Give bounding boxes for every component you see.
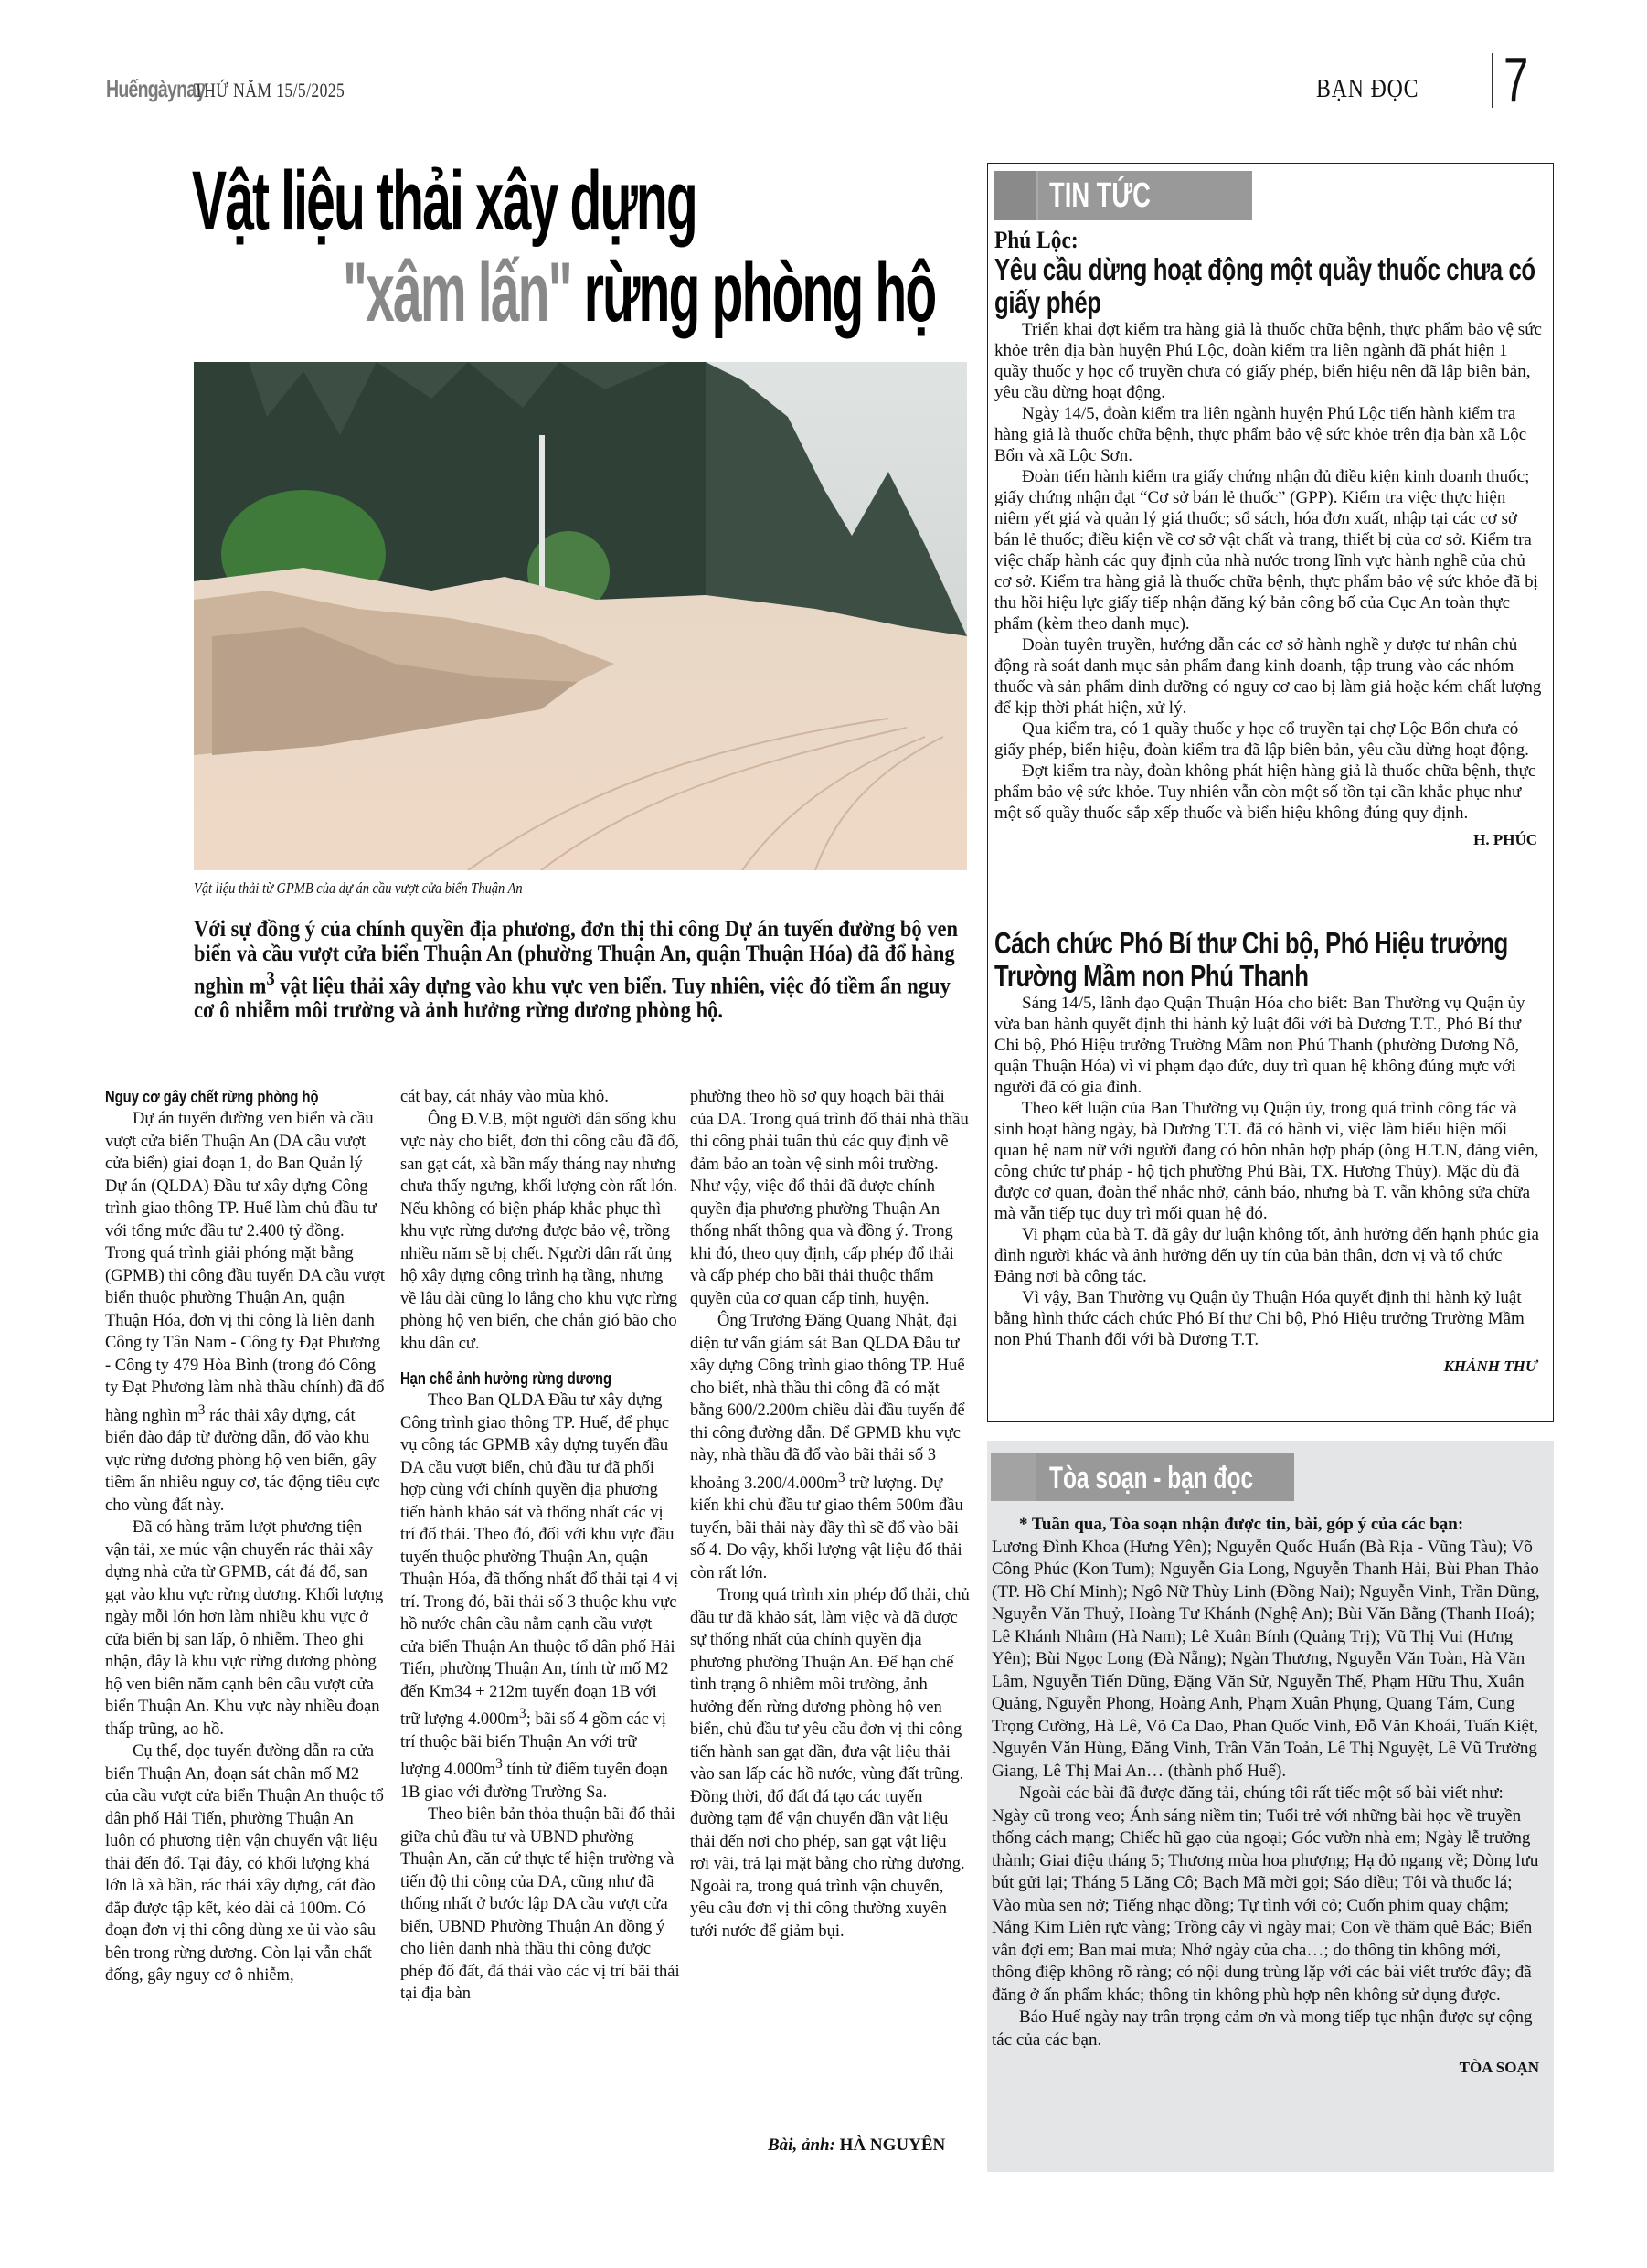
paragraph: Triển khai đợt kiểm tra hàng giả là thuốc chữa bệnh, thực phẩm bảo vệ sức khỏe trên địa bàn huyện Phú Lộc, đoàn kiểm tra liên ngành đã phát hiện 1 quầy thuốc y học cổ truyền chưa có giấy phép, biển hiệu nên đã lập biên bản, yêu cầu dừng hoạt động. — [994, 320, 1542, 402]
section-tab-label: TIN TỨC — [1049, 176, 1151, 215]
headline-quoted-term: "xâm lấn" — [343, 246, 571, 339]
editorial-text — [992, 1514, 1545, 2080]
brief-kicker: Phú Lộc: — [994, 227, 1079, 253]
brief-headline: Cách chức Phó Bí thư Chi bộ, Phó Hiệu trưởng Trường Mầm non Phú Thanh — [994, 926, 1508, 993]
paragraph: Sáng 14/5, lãnh đạo Quận Thuận Hóa cho biết: Ban Thường vụ Quận ủy vừa ban hành quyết định thi hành kỷ luật đối với bà Dương T.T., Phó Bí thư Chi bộ, Phó Hiệu trưởng Trường Mầm non Phú Thanh (phường Dương Nỗ, quận Thuận Hóa) vì vi phạm đạo đức, duy trì quan hệ không đúng mực với người đã có gia đình. — [994, 994, 1525, 1097]
newspaper-logo: Huếngàynay — [106, 75, 206, 102]
lead-text-cont: vật liệu thải xây dựng vào khu vực ven biển. Tuy nhiên, việc đó tiềm ẩn nguy cơ ô nhiễm môi trường và ảnh hưởng rừng dương phòng hộ. — [194, 974, 951, 1024]
editorial-readers-box — [987, 1441, 1554, 2172]
article-column-3 — [690, 1086, 970, 1943]
paragraph: Cụ thể, dọc tuyến đường dẫn ra cửa biển Thuận An, đoạn sát chân mố M2 của cầu vượt cửa biển Thuận An thuộc tổ dân phố Hải Tiến, phường Thuận An luôn có phương tiện vận chuyển vật liệu thải đến đổ. Tại đây, có khối lượng khá lớn là xà bần, rác thải xây dựng, cát đào đắp được tập kết, kéo dài cả 100m. Có đoạn đơn vị thi công dùng xe ủi vào sâu bên trong rừng dương. Còn lại vẫn chất đống, gây nguy cơ ô nhiễm, — [105, 1742, 384, 1986]
paragraph: Đã có hàng trăm lượt phương tiện vận tải, xe múc vận chuyển rác thải xây dựng nhà cửa từ GPMB, cát đá đổ, san gạt vào khu vực rừng dương. Khối lượng ngày mỗi lớn hơn làm nhiều khu vực ở cửa biển bị san lấp, ô nhiễm. Theo ghi nhận, đây là khu vực rừng dương phòng hộ ven biển nằm cạnh bên cầu vượt cửa biển Thuận An. Khu vực này nhiều đoạn thấp trũng, ao hồ. — [105, 1518, 384, 1739]
paragraph: Đợt kiểm tra này, đoàn không phát hiện hàng giả là thuốc chữa bệnh, thực phẩm bảo vệ sức khỏe. Tuy nhiên vẫn còn một số tồn tại cần khắc phục như một số quầy thuốc sắp xếp thuốc và biển hiệu không đúng quy định. — [994, 761, 1536, 823]
brief-headline: Yêu cầu dừng hoạt động một quầy thuốc chưa có giấy phép — [994, 252, 1535, 319]
article-column-1 — [105, 1086, 385, 1987]
page-number: 7 — [1504, 44, 1529, 115]
paragraph: Đoàn tiến hành kiểm tra giấy chứng nhận đủ điều kiện kinh doanh thuốc; giấy chứng nhận đạt “Cơ sở bán lẻ thuốc” (GPP). Kiểm tra việc thực hiện niêm yết giá và quản lý giá thuốc; sổ sách, hóa đơn xuất, nhập tại các cơ sở bán lẻ thuốc; điều kiện về cơ sở vật chất và trang, thiết bị của cơ sở. Kiểm tra việc chấp hành các quy định của nhà nước trong lĩnh vực hành nghề của chủ cơ sở. Kiểm tra hàng giả là thuốc chữa bệnh, thực phẩm bảo vệ sức khỏe đã bị thu hồi hiệu lực giấy tiếp nhận đăng ký bản công bố của Cục An toàn thực phẩm (kèm theo danh mục). — [994, 467, 1538, 634]
article-lead — [194, 917, 975, 1023]
article-photo — [194, 362, 967, 870]
paragraph: Ngày 14/5, đoàn kiểm tra liên ngành huyện Phú Lộc tiến hành kiểm tra hàng giả là thuốc chữa bệnh, thực phẩm bảo vệ sức khỏe trên địa bàn xã Lộc Bổn và xã Lộc Sơn. — [994, 404, 1527, 465]
paragraph: Ông Trương Đăng Quang Nhật, đại diện tư vấn giám sát Ban QLDA Đầu tư xây dựng Công trình giao thông TP. Huế cho biết, nhà thầu thi công đã có mặt bằng 600/2.200m chiều dài đầu tuyến để thi công đường dẫn. Để GPMB khu vực này, nhà thầu đã đổ vào bãi thải số 3 khoảng $3.200/4.000m^3$ trữ lượng. Dự kiến khi chủ đầu tư giao thêm 500m đầu tuyến, bãi thải này đầy thì sẽ đổ vào bãi số 4. Do vậy, khối lượng vật liệu đổ thải còn rất lớn. — [690, 1312, 965, 1582]
main-headline — [192, 155, 978, 338]
paragraph: Trong quá trình xin phép đổ thải, chủ đầu tư đã khảo sát, làm việc và đã được sự thống nhất của chính quyền địa phương phường Thuận An. Để hạn chế tình trạng ô nhiễm môi trường, ảnh hưởng đến rừng dương phòng hộ ven biển, chủ đầu tư yêu cầu đơn vị thi công tiến hành san gạt dần, đưa vật liệu thải vào san lấp các hồ nước, vùng đất trũng. Đồng thời, đổ đất đá tạo các tuyến đường tạm để vận chuyển dần vật liệu thải đến nơi cho phép, san gạt vật liệu rơi vãi, trả lại mặt bằng cho rừng dương. Ngoài ra, trong quá trình vận chuyển, yêu cầu đơn vị thi công thường xuyên tưới nước để giảm bụi. — [690, 1586, 970, 1941]
paragraph-continued: phường theo hồ sơ quy hoạch bãi thải của DA. Trong quá trình đổ thải nhà thầu thi công phải tuân thủ các quy định về đảm bảo an toàn vệ sinh môi trường. Như vậy, việc đổ thải đã được chính quyền địa phương phường Thuận An thống nhất thông qua và đồng ý. Trong khi đó, theo quy định, cấp phép đổ thải và cấp phép cho bãi thải thuộc thẩm quyền của cơ quan cấp tỉnh, huyện. — [690, 1088, 969, 1308]
paragraph: Ông Đ.V.B, một người dân sống khu vực này cho biết, đơn thi công cầu đã đổ, san gạt cát, xà bần mấy tháng nay nhưng chưa thấy ngưng, khối lượng còn rất lớn. Nếu không có biện pháp khắc phục thì khu vực rừng dương được bảo vệ, trồng nhiều năm sẽ bị chết. Người dân rất ủng hộ xây dựng công trình hạ tầng, nhưng về lâu dài cũng lo lắng cho khu vực rừng phòng hộ ven biển, che chắn gió bão cho khu dân cư. — [400, 1110, 679, 1353]
subhead-2: Hạn chế ảnh hưởng rừng dương — [400, 1369, 611, 1388]
section-tab-tin-tuc — [994, 171, 1252, 220]
paragraph: Theo kết luận của Ban Thường vụ Quận ủy, trong quá trình công tác và sinh hoạt hàng ngày, bà Dương T.T. đã có hành vi, việc làm biểu hiện mối quan hệ nam nữ với người đang có hôn nhân hợp pháp (ông H.T.N, đảng viên, công chức tư pháp - hộ tịch phường Phú Bài, TX. Hương Thủy). Mặc dù đã được cơ quan, đoàn thể nhắc nhở, cảnh báo, nhưng bà T. vẫn không sửa chữa mà vẫn tiếp tục duy trì mối quan hệ đó. — [994, 1099, 1539, 1223]
brief-article-1 — [994, 228, 1543, 850]
paragraph: Đoàn tuyên truyền, hướng dẫn các cơ sở hành nghề y dược tư nhân chủ động rà soát danh mục sản phẩm đang kinh doanh, tập trung vào các nhóm thuốc và sản phẩm dinh dưỡng có nguy cơ cao bị làm giả hoặc kém chất lượng để kịp thời phát hiện, xử lý. — [994, 635, 1542, 718]
contributors-list: Lương Đình Khoa (Hưng Yên); Nguyễn Quốc Huấn (Bà Rịa - Vũng Tàu); Võ Công Phúc (Kon Tum); Nguyễn Gia Long, Nguyễn Thanh Hải, Bùi Phan Thảo (TP. Hồ Chí Minh); Ngô Nữ Thùy Linh (Đồng Nai); Nguyễn Vinh, Trần Dũng, Nguyễn Văn Thuỷ, Hoàng Tư Khánh (Nghệ An); Bùi Văn Bằng (Thanh Hoá); Lê Khánh Nhâm (Hà Nam); Lê Xuân Bính (Quảng Trị); Vũ Thị Vui (Hưng Yên); Bùi Ngọc Long (Đà Nẵng); Ngàn Thương, Nguyễn Văn Toàn, Hà Văn Lâm, Nguyễn Tiến Dũng, Đặng Văn Sử, Nguyễn Thế, Phạm Hữu Thu, Xuân Quảng, Nguyễn Phong, Hoàng Anh, Phạm Xuân Phụng, Quang Tám, Cung Trọng Cường, Hà Lê, Võ Ca Dao, Phan Quốc Vinh, Đỗ Văn Khoái, Tuấn Kiệt, Nguyễn Văn Hùng, Đăng Vinh, Trần Văn Toản, Lê Thị Nguyệt, Lê Vũ Trường Giang, Lê Thị Mai An… (thành phố Huế). — [992, 1537, 1540, 1781]
editorial-author: TÒA SOẠN — [1459, 2059, 1539, 2076]
paragraph: Vi phạm của bà T. đã gây dư luận không tốt, ảnh hưởng đến hạnh phúc gia đình người khác và ảnh hưởng đến uy tín của bản thân, đơn vị và tổ chức Đảng nơi bà công tác. — [994, 1225, 1539, 1286]
rejected-articles: Ngoài các bài đã được đăng tải, chúng tôi rất tiếc một số bài viết như: Ngày cũ trong veo; Ánh sáng niềm tin; Tuổi trẻ với những bài học về truyền thống cách mạng; Chiếc hũ gạo của ngoại; Góc vườn nhà em; Ngày lễ trưởng thành; Giai điệu tháng 5; Thương mùa hoa phượng; Hạ đỏ ngang về; Dòng lưu bút gửi lại; Tháng 5 Lăng Cô; Bạch Mã mời gọi; Sáo diều; Tôi và thuốc lá; Vào mùa sen nở; Tiếng nhạc đồng; Tự tình với cỏ; Cuốn phim quay chậm; Nắng Kim Liên rực vàng; Trồng cây vì ngày mai; Con về thăm quê Bác; Biển vẫn đợi em; Ban mai mưa; Nhớ ngày của cha…; do thông tin không mới, thông điệp không rõ ràng; có nội dung trùng lặp với các bài viết trước đây; đã đăng ở ấn phẩm khác; thông tin không phù hợp nên không sử dụng được. — [992, 1784, 1539, 2005]
news-briefs-box — [987, 163, 1554, 1422]
thanks-note: Báo Huế ngày nay trân trọng cảm ơn và mong tiếp tục nhận được sự cộng tác của các bạn. — [992, 2007, 1533, 2050]
brief-author: KHÁNH THƯ — [1443, 1358, 1537, 1375]
paragraph: Qua kiểm tra, có 1 quầy thuốc y học cổ truyền tại chợ Lộc Bổn chưa có giấy phép, biển hiệu, đoàn kiểm tra đã lập biên bản, yêu cầu dừng hoạt động. — [994, 719, 1529, 760]
paragraph: Vì vậy, Ban Thường vụ Quận ủy Thuận Hóa quyết định thi hành kỷ luật bằng hình thức cách chức Phó Bí thư Chi bộ, Phó Hiệu trưởng Trường Mầm non Phú Thanh đối với bà Dương T.T. — [994, 1288, 1525, 1349]
lead-superscript: 3 — [266, 967, 275, 989]
page-number-divider — [1492, 53, 1493, 108]
brief-article-2 — [994, 927, 1543, 1377]
byline-label: Bài, ảnh: — [768, 2135, 835, 2155]
section-name: BẠN ĐỌC — [1316, 75, 1419, 103]
paragraph: Theo biên bản thỏa thuận bãi đổ thải giữa chủ đầu tư và UBND phường Thuận An, căn cứ thực tế hiện trường và tiến độ thi công của DA, cũng như đã thống nhất ở bước lập DA cầu vượt cửa biển, UBND Phường Thuận An đồng ý cho liên danh nhà thầu thi công được phép đổ đất, đá thải vào các vị trí bãi thải tại địa bàn — [400, 1805, 680, 2004]
subhead-1: Nguy cơ gây chết rừng phòng hộ — [105, 1088, 319, 1106]
tab-stripe — [994, 171, 1038, 220]
article-column-2 — [400, 1086, 680, 2006]
paragraph: Theo Ban QLDA Đầu tư xây dựng Công trình giao thông TP. Huế, để phục vụ công tác GPMB xây dựng tuyến đầu DA cầu vượt biển, chủ đầu tư đã phối hợp cùng với chính quyền địa phương tiến hành khảo sát và thống nhất các vị trí đổ thải. Theo đó, đối với khu vực đầu tuyến thuộc phường Thuận An, quận Thuận Hóa, đã thống nhất đổ thải tại 4 vị trí. Trong đó, bãi thải số 3 thuộc khu vực hồ nước chân cầu nằm cạnh cầu vượt cửa biển Thuận An thuộc tổ dân phố Hải Tiến, phường Thuận An, tính từ mố M2 đến Km34 + 212m tuyến đoạn 1B với trữ lượng $4.000m^3$; bãi số 4 gồm các vị trí thuộc bãi biển Thuận An với trữ lượng $4.000m^3$ tính từ điểm tuyến đoạn 1B giao với đường Trường Sa. — [400, 1391, 679, 1802]
lead-text: Với sự đồng ý của chính quyền địa phương, đơn thị thi công Dự án tuyến đường bộ ven biển và cầu vượt cửa biển Thuận An (phường Thuận An, quận Thuận Hóa) đã đổ hàng nghìn m — [194, 917, 958, 999]
headline-line-2 — [343, 246, 936, 339]
headline-line-1: Vật liệu thải xây dựng — [192, 154, 696, 248]
section-tab-toa-soan — [991, 1453, 1294, 1501]
section-tab-label: Tòa soạn - bạn đọc — [1049, 1461, 1254, 1496]
tab-stripe — [991, 1453, 1036, 1501]
brief-author: H. PHÚC — [1473, 831, 1537, 848]
headline-rest: rừng phòng hộ — [583, 246, 936, 339]
byline-name: HÀ NGUYÊN — [839, 2135, 946, 2155]
photo-caption: Vật liệu thải từ GPMB của dự án cầu vượt cửa biển Thuận An — [194, 879, 523, 897]
editorial-intro: * Tuần qua, Tòa soạn nhận được tin, bài, góp ý của các bạn: — [1019, 1515, 1464, 1534]
paragraph-continued: cát bay, cát nhảy vào mùa khô. — [400, 1088, 609, 1106]
photo-illustration — [194, 362, 967, 870]
issue-date: THỨ NĂM 15/5/2025 — [194, 79, 345, 101]
paragraph: Dự án tuyến đường ven biển và cầu vượt cửa biển Thuận An (DA cầu vượt cửa biển) giai đoạn 1, do Ban Quản lý Dự án (QLDA) Đầu tư xây dựng Công trình giao thông TP. Huế làm chủ đầu tư với tổng mức đầu tư 2.400 tỷ đồng. Trong quá trình giải phóng mặt bằng (GPMB) thi công đầu tuyến DA cầu vượt biển thuộc phường Thuận An, quận Thuận Hóa, đơn vị thi công là liên danh Công ty Tân Nam - Công ty Đạt Phương - Công ty 479 Hòa Bình (trong đó Công ty Đạt Phương làm nhà thầu chính) đã đổ hàng nghìn $m^3$ rác thải xây dựng, cát biển đào đắp từ đường dẫn, đổ vào khu vực rừng dương phòng hộ ven biển, gây tiềm ẩn nhiều nguy cơ, tác động tiêu cực cho vùng đất này. — [105, 1110, 386, 1515]
article-byline — [768, 2135, 945, 2156]
